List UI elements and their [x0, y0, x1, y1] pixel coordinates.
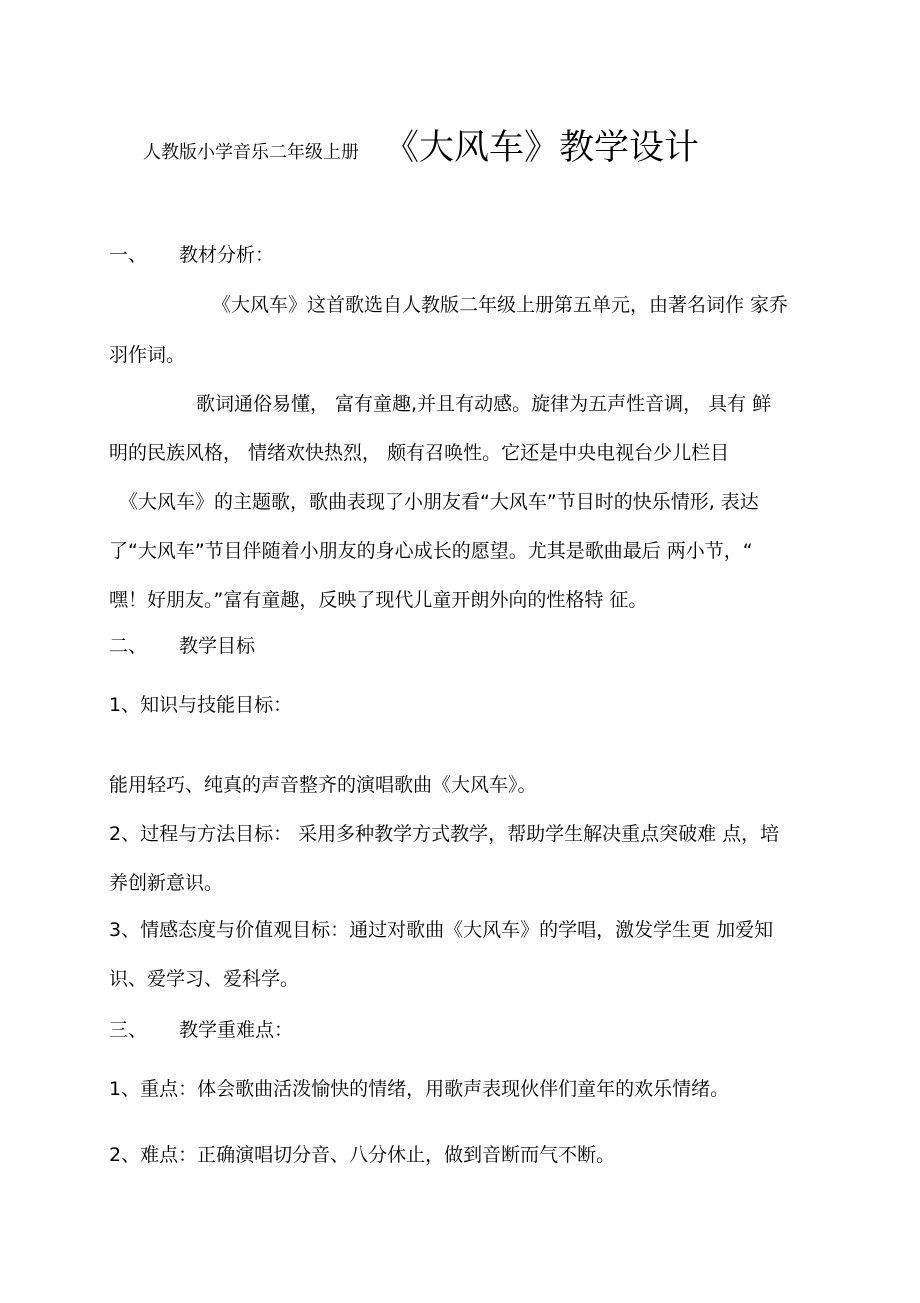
goal-heading: 1、知识与技能目标： [109, 694, 293, 716]
section-title: 教学目标 [179, 635, 256, 657]
paragraph-line: 《大风车》这首歌选自人教版二年级上册第五单元，由著名词作 家乔 [212, 294, 789, 316]
section-number: 三、 [109, 1019, 148, 1041]
goal-text: 3、情感态度与价值观目标：通过对歌曲《大风车》的学唱，激发学生更 加爱知 [109, 919, 774, 941]
difficult-point: 2、难点：正确演唱切分音、八分休止，做到音断而气不断。 [109, 1144, 616, 1166]
section-heading-2 [109, 634, 255, 658]
paragraph-line: 明的民族风格， 情绪欢快热烈， 颇有召唤性。它还是中央电视台少儿栏目 [109, 442, 730, 464]
title-prefix: 人教版小学音乐二年级上册 [143, 142, 359, 163]
paragraph-line: 《大风车》的主题歌，歌曲表现了小朋友看“大风车”节目时的快乐情形, 表达 [119, 491, 759, 513]
goal-text: 2、过程与方法目标： 采用多种教学方式教学，帮助学生解决重点突破难 点，培 [109, 823, 780, 845]
goal-text: 识、爱学习、爱科学。 [109, 968, 300, 990]
section-title: 教学重难点： [179, 1019, 294, 1041]
goal-text: 养创新意识。 [109, 872, 224, 894]
document-title: 《大风车》教学设计 [384, 128, 700, 168]
section-number: 一、 [109, 244, 148, 266]
section-heading-3 [109, 1018, 293, 1042]
goal-text: 能用轻巧、纯真的声音整齐的演唱歌曲《大风车》。 [109, 774, 537, 796]
paragraph-line: 嘿！好朋友。”富有童趣，反映了现代儿童开朗外向的性格特 征。 [109, 589, 648, 611]
section-title: 教材分析： [179, 244, 275, 266]
section-heading-1 [109, 243, 274, 267]
paragraph-line: 歌词通俗易懂， 富有童趣,并且有动感。旋律为五声性音调， 具有 鲜 [196, 393, 772, 415]
paragraph-line: 了“大风车”节目伴随着小朋友的身心成长的愿望。尤其是歌曲最后 两小节，“ [109, 540, 753, 562]
key-point: 1、重点：体会歌曲活泼愉快的情绪，用歌声表现伙伴们童年的欢乐情绪。 [109, 1078, 730, 1100]
section-number: 二、 [109, 635, 148, 657]
paragraph-line: 羽作词。 [109, 344, 186, 366]
